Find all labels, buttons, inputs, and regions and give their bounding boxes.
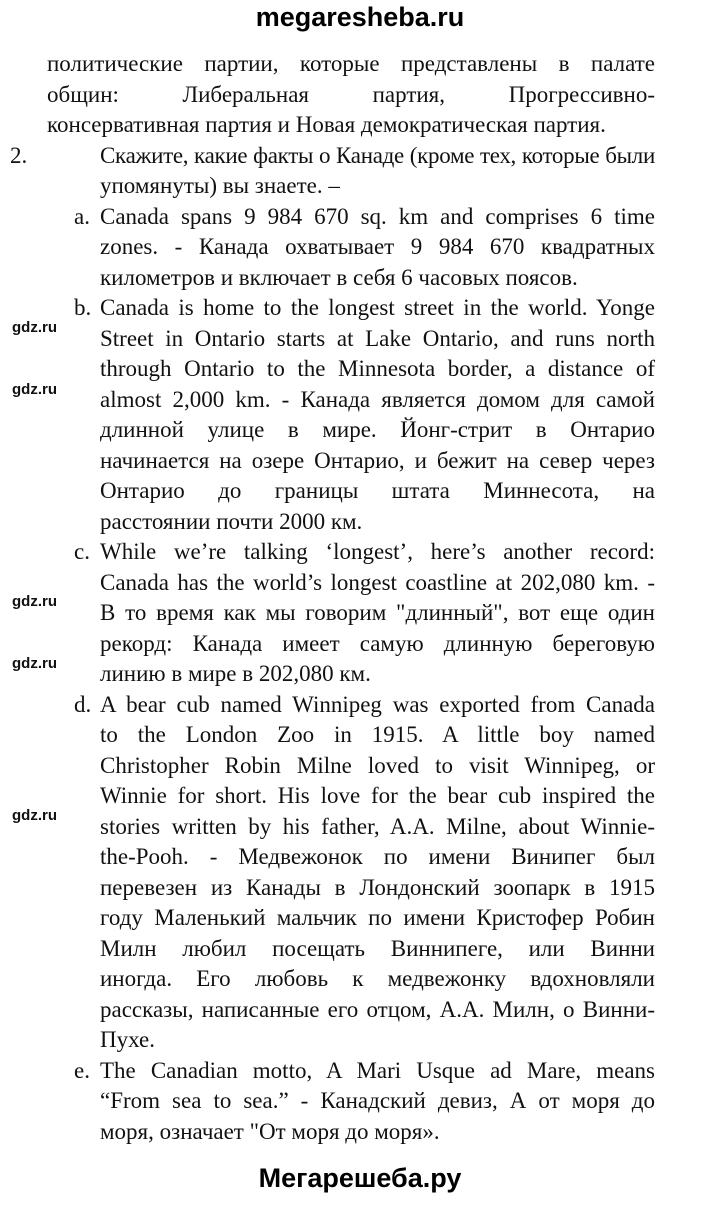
watermark: gdz.ru xyxy=(12,655,57,672)
list-marker: a. xyxy=(74,203,90,229)
list-marker: d. xyxy=(74,691,92,717)
document-body xyxy=(0,49,720,1147)
text-line: расстоянии почти 2000 км. xyxy=(100,508,363,534)
question-2 xyxy=(0,141,720,202)
list-item xyxy=(0,690,720,1056)
text-line: году Маленький мальчик по имени Кристофер Робин xyxy=(100,905,655,930)
list-marker: e. xyxy=(74,1057,90,1083)
text-line: “From sea to sea.” - Канадский девиз, А от моря до xyxy=(100,1088,655,1113)
list-marker: b. xyxy=(74,295,92,320)
list-item xyxy=(0,1056,720,1148)
text-line: Скажите, какие факты о Канаде (кроме тех, которые были xyxy=(100,142,655,168)
text-line: through Ontario to the Minnesota border, a distance of xyxy=(100,356,655,381)
text-line: Street in Ontario starts at Lake Ontario, and runs north xyxy=(100,325,655,351)
intro-paragraph xyxy=(0,49,720,141)
text-line: начинается на озере Онтарио, и бежит на север через xyxy=(100,447,655,473)
text-line: Милн любил посещать Виннипеге, или Винни xyxy=(100,935,655,961)
list-marker: c. xyxy=(74,539,90,564)
text-line: моря, означает "От моря до моря». xyxy=(100,1118,440,1144)
list-marker: 2. xyxy=(10,142,28,168)
text-line: политические партии, которые представлены в палате xyxy=(47,51,655,76)
watermark: gdz.ru xyxy=(12,593,57,610)
list-item xyxy=(0,202,720,294)
text-line: рассказы, написанные его отцом, А.А. Милн, о Винни- xyxy=(100,996,655,1022)
text-line: almost 2,000 km. - Канада является домом для самой xyxy=(100,386,655,412)
text-line: The Canadian motto, A Mari Usque ad Mare, means xyxy=(100,1057,655,1083)
watermark: gdz.ru xyxy=(12,319,57,336)
text-line: Canada is home to the longest street in the world. Yonge xyxy=(100,295,655,320)
text-line: длинной улице в мире. Йонг-стрит в Онтарио xyxy=(100,417,655,442)
text-line: to the London Zoo in 1915. A little boy named xyxy=(100,722,655,747)
text-line: Christopher Robin Milne loved to visit Winnipeg, or xyxy=(100,752,655,778)
text-line: stories written by his father, A.A. Milne, about Winnie- xyxy=(100,813,655,839)
text-line: zones. - Канада охватывает 9 984 670 квадратных xyxy=(100,234,655,259)
text-line: рекорд: Канада имеет самую длинную береговую xyxy=(100,630,655,656)
text-line: the-Pooh. - Медвежонок по имени Винипег был xyxy=(100,844,655,869)
site-header: megaresheba.ru xyxy=(255,2,465,32)
watermark: gdz.ru xyxy=(12,807,57,824)
text-line: Пухе. xyxy=(100,1027,155,1052)
text-line: While we’re talking ‘longest’, here’s another record: xyxy=(100,539,655,564)
site-footer: Мегарешеба.ру xyxy=(258,1163,462,1193)
text-line: километров и включает в себя 6 часовых поясов. xyxy=(100,264,578,290)
text-line: линию в мире в 202,080 км. xyxy=(100,661,371,686)
list-item xyxy=(0,293,720,537)
text-line: Winnie for short. His love for the bear cub inspired the xyxy=(100,783,655,808)
text-line: упомянуты) вы знаете. – xyxy=(100,173,340,198)
text-line: В то время как мы говорим "длинный", вот еще один xyxy=(100,600,655,625)
text-line: общин: Либеральная партия, Прогрессивно- xyxy=(47,81,655,107)
watermark: gdz.ru xyxy=(12,381,57,398)
text-line: перевезен из Канады в Лондонский зоопарк в 1915 xyxy=(100,874,655,900)
text-line: иногда. Его любовь к медвежонку вдохновляли xyxy=(100,966,655,991)
text-line: A bear cub named Winnipeg was exported from Canada xyxy=(100,691,655,717)
text-line: консервативная партия и Новая демократическая партия. xyxy=(47,112,606,137)
text-line: Canada has the world’s longest coastline at 202,080 km. - xyxy=(100,569,655,595)
list-item xyxy=(0,537,720,690)
text-line: Canada spans 9 984 670 sq. km and comprises 6 time xyxy=(100,203,655,229)
text-line: Онтарио до границы штата Миннесота, на xyxy=(100,478,655,503)
